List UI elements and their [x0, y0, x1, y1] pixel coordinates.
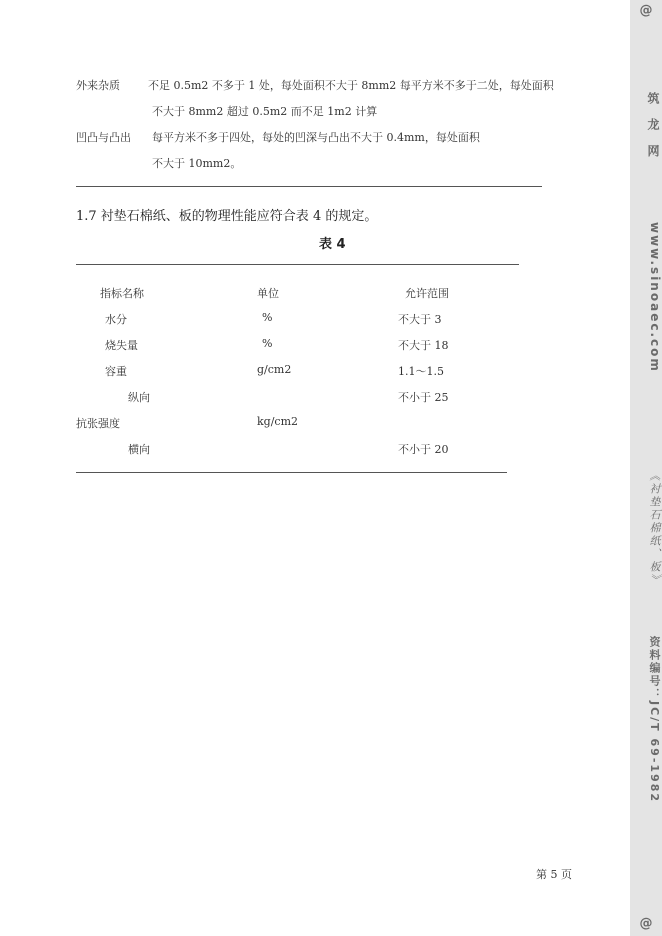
table-cell-range: 不小于 25: [398, 391, 449, 404]
header-unit: 单位: [257, 287, 279, 300]
defect-bumps-label: 凹凸与凸出: [76, 131, 131, 144]
table-cell-name: 水分: [105, 313, 127, 326]
table-cell-range: 不大于 3: [398, 313, 442, 326]
defect-bumps-line2: 不大于 10mm2。: [152, 157, 242, 170]
sidebar-at-top: @: [639, 3, 653, 18]
sidebar-doc-code: 资料编号：JC/T 69-1982: [648, 636, 661, 804]
defect-foreign-line2: 不大于 8mm2 超过 0.5m2 而不足 1m2 计算: [152, 105, 378, 118]
defect-foreign-label: 外来杂质: [76, 79, 120, 92]
table-cell-range: 不小于 20: [398, 443, 449, 456]
table-bottom-rule: [76, 472, 507, 473]
table-cell-name: 抗张强度: [76, 417, 120, 430]
sidebar-url: www.sinoaec.com: [648, 222, 662, 373]
table-cell-range: 不大于 18: [398, 339, 449, 352]
table-caption: 表 4: [319, 237, 346, 252]
header-range: 允许范围: [405, 287, 449, 300]
sidebar-doc-title: 《衬垫石棉纸、板》: [648, 470, 661, 587]
table-cell-unit: g/cm2: [257, 363, 292, 376]
table-cell-unit: %: [262, 311, 273, 324]
section-heading: 1.7 衬垫石棉纸、板的物理性能应符合表 4 的规定。: [76, 209, 378, 224]
table-cell-name: 烧失量: [105, 339, 138, 352]
table-cell-name: 横向: [128, 443, 150, 456]
defect-foreign-line1: 不足 0.5m2 不多于 1 处，每处面积不大于 8mm2 每平方米不多于二处，每处面积: [148, 79, 554, 92]
table-cell-unit: %: [262, 337, 273, 350]
defect-bumps-line1: 每平方米不多于四处，每处的凹深与凸出不大于 0.4mm，每处面积: [152, 131, 480, 144]
watermark-sidebar: [630, 0, 662, 936]
sidebar-site-name: 筑 龙 网: [646, 92, 660, 162]
table-cell-name: 容重: [105, 365, 127, 378]
table-cell-unit: kg/cm2: [257, 415, 299, 428]
table-cell-range: 1.1～1.5: [398, 365, 444, 378]
section-divider: [76, 186, 542, 187]
page-number: 第 5 页: [536, 868, 572, 881]
table-cell-name: 纵向: [128, 391, 150, 404]
table-top-rule: [76, 264, 519, 265]
sidebar-at-bottom: @: [639, 916, 653, 931]
header-indicator: 指标名称: [100, 287, 144, 300]
